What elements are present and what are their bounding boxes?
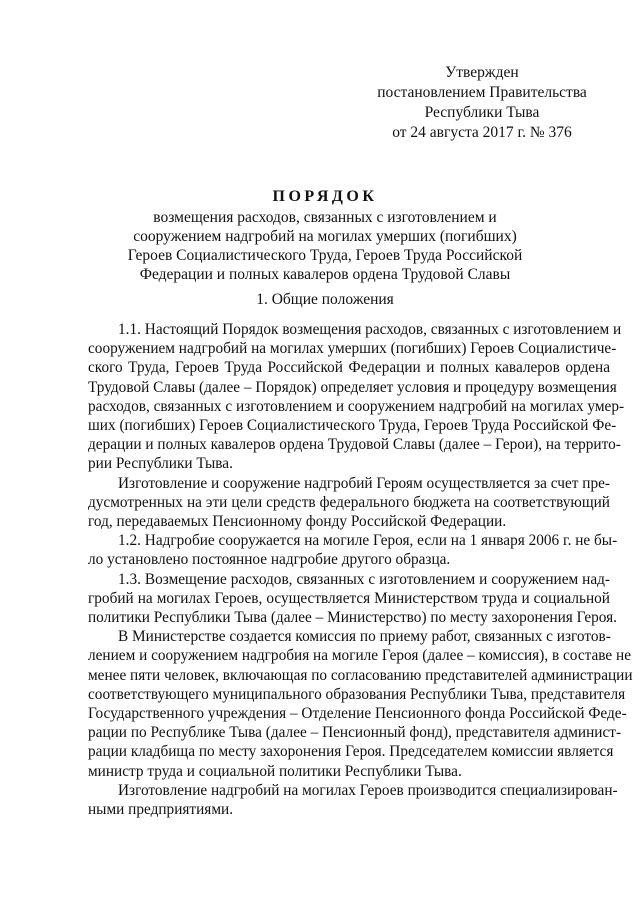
text-line: Государственного учреждения – Отделение Пенсионного фонда Российской Феде- xyxy=(88,705,627,723)
text-line: рии Республики Тыва. xyxy=(88,455,233,473)
text-line: Трудовой Славы (далее – Порядок) определяет условия и процедуру возмещения xyxy=(88,378,617,396)
subtitle-line: Федерации и полных кавалеров ордена Трудовой Славы xyxy=(139,266,511,283)
subtitle-line: Героев Социалистического Труда, Героев Труда Российской xyxy=(127,247,523,264)
paragraph xyxy=(88,474,610,532)
text-line: сооружением надгробий на могилах умерших (погибших) Героев Социалистиче- xyxy=(88,340,617,358)
document-title-block xyxy=(60,186,590,284)
text-line: 1.3. Возмещение расходов, связанных с изготовлением и сооружением над- xyxy=(118,570,610,588)
text-line: В Министерстве создается комиссия по приему работ, связанных с изготов- xyxy=(118,628,611,646)
text-line: 1.1. Настоящий Порядок возмещения расходов, связанных с изготовлением и xyxy=(118,321,622,338)
text-line: Изготовление надгробий на могилах Героев производится специализирован- xyxy=(118,781,618,799)
text-line: гробий на могилах Героев, осуществляется Министерством труда и социальной xyxy=(88,589,610,607)
text-line: дерации и полных кавалеров ордена Трудовой Славы (далее – Герои), на террито- xyxy=(88,436,621,454)
approval-line: Утвержден xyxy=(445,64,519,81)
subtitle-line: возмещения расходов, связанных с изготовлением и xyxy=(153,209,497,226)
approval-stamp xyxy=(372,63,592,143)
document-body xyxy=(88,320,633,819)
section-heading: 1. Общие положения xyxy=(256,291,394,308)
paragraph xyxy=(88,570,618,628)
text-line: ными предприятиями. xyxy=(88,801,234,819)
text-line: соответствующего муниципального образования Республики Тыва, представителя xyxy=(88,685,626,703)
text-line: ших (погибших) Героев Социалистического Труда, Героев Труда Российской Фе- xyxy=(88,417,617,435)
text-line: Изготовление и сооружение надгробий Героям осуществляется за счет пре- xyxy=(118,474,610,492)
text-line: 1.2. Надгробие сооружается на могиле Героя, если на 1 января 2006 г. не бы- xyxy=(118,532,618,550)
approval-line: Республики Тыва xyxy=(424,104,540,121)
subtitle-line: сооружением надгробий на могилах умерших (погибших) xyxy=(133,228,517,245)
text-line: рации по Республике Тыва (далее – Пенсионный фонд), представителя админист- xyxy=(88,724,622,742)
paragraph xyxy=(88,531,618,569)
text-line: рации кладбища по месту захоронения Героя. Председателем комиссии является xyxy=(88,743,614,761)
approval-line: от 24 августа 2017 г. № 376 xyxy=(392,124,572,141)
text-line: политики Республики Тыва (далее – Министерство) по месту захоронения Героя. xyxy=(88,609,618,627)
approval-line: постановлением Правительства xyxy=(377,84,587,101)
paragraph xyxy=(88,320,625,474)
text-line: ло установлено постоянное надгробие другого образца. xyxy=(88,551,451,569)
text-line: лением и сооружением надгробия на могиле Героя (далее – комиссия), в составе не xyxy=(88,647,632,665)
text-line: дусмотренных на эти цели средств федерального бюджета на соответствующий xyxy=(88,493,610,511)
text-line: министр труда и социальной политики Республики Тыва. xyxy=(88,762,462,780)
text-line: год, передаваемых Пенсионному фонду Российской Федерации. xyxy=(88,513,507,531)
text-line: расходов, связанных с изготовлением и сооружением надгробий на могилах умер- xyxy=(88,397,625,415)
paragraph xyxy=(88,627,633,781)
paragraph xyxy=(88,781,618,819)
document-title: ПОРЯДОК xyxy=(272,188,378,205)
text-line: менее пяти человек, включающая по согласованию представителей администрации xyxy=(88,666,633,684)
document-subtitle xyxy=(60,208,590,284)
text-line: ского Труда, Героев Труда Российской Федерации и полных кавалеров ордена xyxy=(88,359,610,377)
